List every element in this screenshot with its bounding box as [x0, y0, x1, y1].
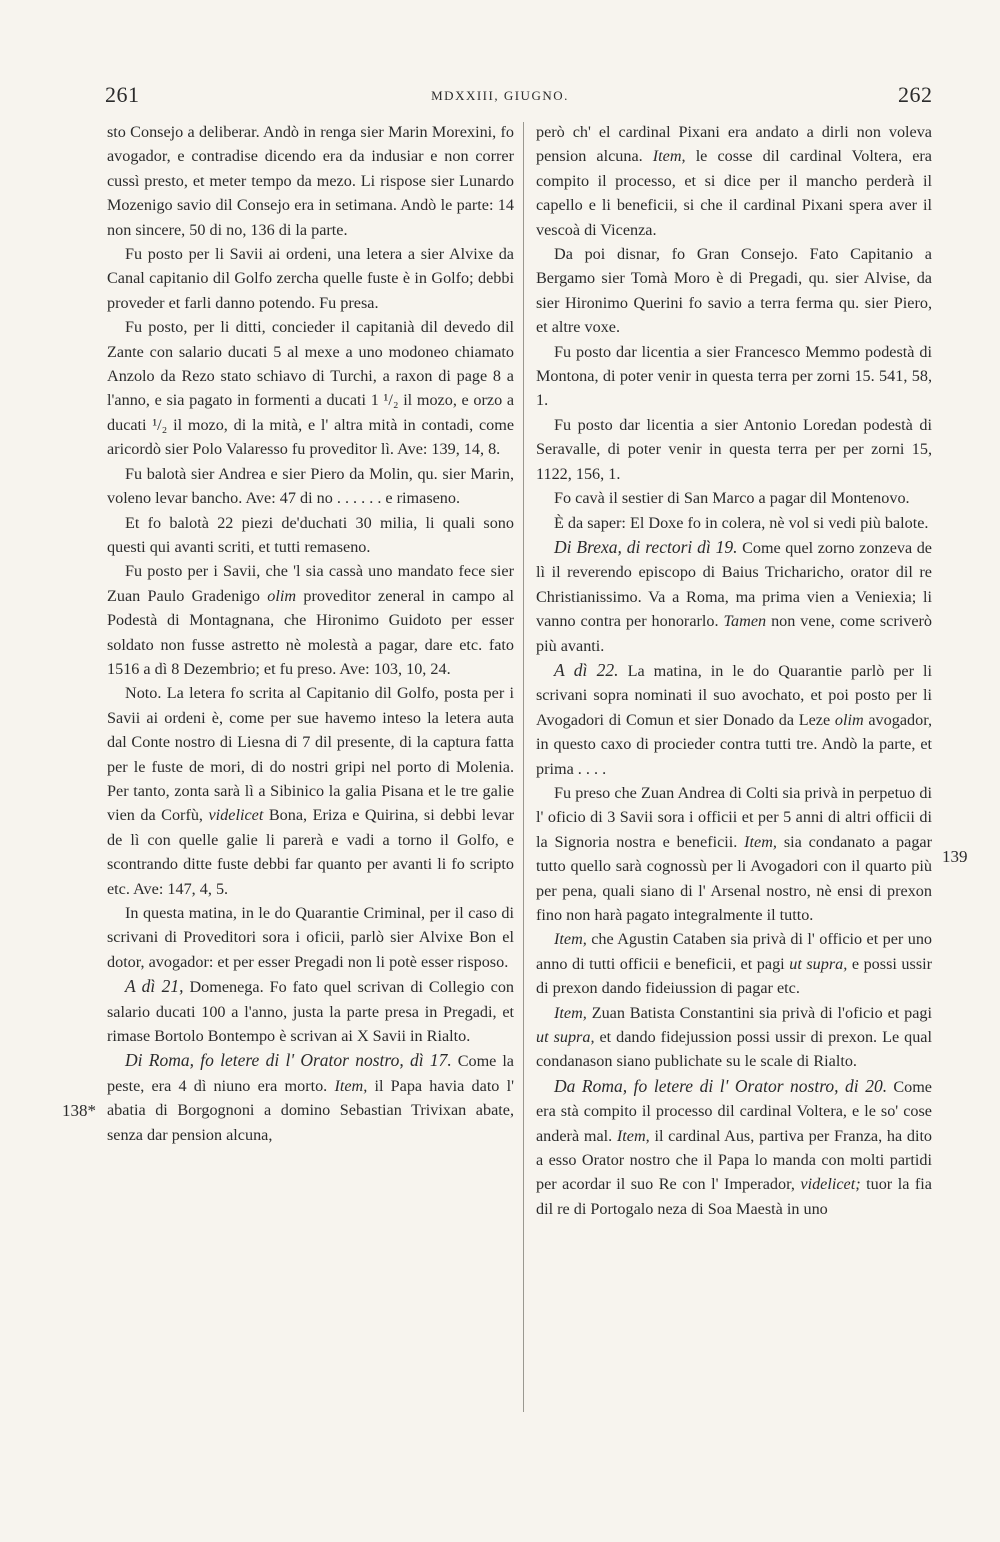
running-header — [0, 82, 1000, 112]
paragraph: sto Consejo a deliberar. Andò in renga sier Marin Morexini, fo avogador, e contradise dicendo era da indusiar e non correr cussì presto, et meter tempo da mezo. Li rispose sier Lunardo Mozenigo savio dil Consejo era in setimana. Andò le parte: 14 non sincere, 50 di no, 136 di la parte. — [107, 123, 514, 239]
entry-heading: A dì 22. — [554, 659, 619, 680]
paragraph: Fu posto dar licentia a sier Francesco Memmo podestà di Montona, di poter venir in questa terra per zorni 15. 541, 58, 1. — [536, 342, 932, 410]
paragraph: Fo cavà il sestier di San Marco a pagar dil Montenovo. — [554, 489, 910, 508]
paragraph: però ch' el cardinal Pixani era andato a dirli non voleva pension alcuna. Item, le cosse dil cardinal Voltera, era compito il processo, et si dice per il mancho perderà il capello e li beneficii, si che il cardinal Pixani spera aver il vescoà di Vicenza. — [536, 123, 932, 239]
page-number-left: 261 — [105, 82, 140, 107]
paragraph: Fu posto, per li ditti, concieder il capitanià dil devedo dil Zante con salario ducati 5 al mexe a uno modoneo chiamato Anzolo da Rezo stato schiavo di Turchi, a raxon di page 8 a l'anno, e sia pagato in formenti a ducati 1 ¹/₂ il mozo, e orzo a ducati ¹/₂ il mozo, di la mità, e l' altra mità in contadi, come aricordò sier Polo Valaresso fu proveditor lì. Ave: 139, 14, 8. — [107, 318, 515, 459]
paragraph: Fu posto dar licentia a sier Antonio Loredan podestà di Seravalle, di poter venir in questa terra per per zorni 15, 1122, 156, 1. — [536, 415, 932, 483]
paragraph: Fu posto per i Savii, che 'l sia cassà uno mandato fece sier Zuan Paulo Gradenigo olim proveditor zeneral in campo al Podestà di Montagnana, che Hironimo Guidoto per esser soldato non fusse astretto nè molestà a pagar, dare etc. fato 1516 a dì 8 Dezembrio; et fu preso. Ave: 103, 10, 24. — [107, 562, 515, 678]
paragraph: In questa matina, in le do Quarantie Criminal, per il caso di scrivani di Proveditori sora i oficii, parlò sier Alvixe Bon el dotor, avogador: et per esser Pregadi non li potè esser risposo. — [107, 904, 514, 971]
entry-heading: Di Roma, fo letere di l' Orator nostro, dì 17. — [125, 1050, 452, 1071]
margin-number-left: 138* — [62, 1101, 96, 1120]
column-divider — [523, 122, 524, 1412]
dated-entry: Di Brexa, di rectori dì 19. Come quel zorno zonzeva de lì il reverendo episcopo di Baius Tricharicho, orator dil re Christianissimo. Va a Roma, ma prima vien a Veniexia; li vanno contra per honorarlo. Tamen non vene, come scriverò più avanti. — [536, 536, 933, 655]
left-column — [107, 120, 514, 1147]
paragraph: Et fo balotà 22 piezi de'duchati 30 milia, li quali sono questi qui avanti scriti, et tutti remaseno. — [107, 513, 514, 556]
paragraph: È da saper: El Doxe fo in colera, nè vol si vedi più balote. — [554, 513, 929, 532]
dated-entry: Di Roma, fo letere di l' Orator nostro, dì 17. Come la peste, era 4 dì niuno era morto. Item, il Papa havia dato l' abatia di Borgognoni a domino Sebastian Trivixan abate, senza dar pension alcuna, — [107, 1050, 515, 1144]
paragraph: Item, che Agustin Cataben sia privà di l' officio et per uno anno di tutti officii e beneficii, et pagi ut supra, e possi ussir di prexon dando fideiussion di pagar etc. — [536, 930, 933, 998]
dated-entry: Da Roma, fo letere di l' Orator nostro, di 20. Come era stà compito il processo dil cardinal Voltera, e le so' cose anderà mal. Item, il cardinal Aus, partiva per Franza, ha dito a esso Orator nostro che il Papa lo manda con molti partidi per acordar il suo Re con l' Imperador, videlicet; tuor la fia dil re di Portogalo neza di Soa Maestà in uno — [536, 1075, 933, 1218]
running-title: MDXXIII, GIUGNO. — [431, 88, 569, 103]
entry-heading: A dì 21, — [125, 976, 184, 997]
paragraph: Da poi disnar, fo Gran Consejo. Fato Capitanio a Bergamo sier Tomà Moro è di Pregadi, qu. sier Alvise, da sier Hironimo Querini fo savio a terra ferma qu. sier Piero, et altre voxe. — [536, 245, 932, 337]
paragraph: Fu posto per li Savii ai ordeni, una letera a sier Alvixe da Canal capitanio dil Golfo zercha quelle fuste è in Golfo; debbi proveder et farli danno potendo. Fu presa. — [107, 245, 514, 312]
entry-heading: Da Roma, fo letere di l' Orator nostro, di 20. — [554, 1075, 888, 1096]
margin-number-right: 139 — [942, 847, 968, 866]
paragraph: Fu balotà sier Andrea e sier Piero da Molin, qu. sier Marin, voleno levar bancho. Ave: 47 di no . . . . . . e rimaseno. — [107, 464, 514, 508]
paragraph: Item, Zuan Batista Constantini sia privà di l'oficio et pagi ut supra, et dando fidejussion possi ussir di prexon. Le qual condanason siano publichate su le scale di Rialto. — [536, 1003, 933, 1071]
dated-entry: A dì 21, Domenega. Fo fato quel scrivan di Collegio con salario ducati 100 a l'anno, justa la parte presa in Pregadi, et rimase Bortolo Bontempo è scrivan ai X Savii in Rialto. — [107, 976, 515, 1046]
paragraph: Fu preso che Zuan Andrea di Colti sia privà in perpetuo di l' oficio di 3 Savii sora i officii et per 5 anni di altri officii di la Signoria nostra e beneficii. Item, sia condanato a pagar tutto quello sarà cognossù per li Avogadori con il quarto più per pena, quali siano di l' Arsenal nostro, nè ensi di prexon fino non harà pagato integralmente il tutto. — [536, 783, 932, 924]
page-number-right: 262 — [898, 82, 933, 107]
entry-heading: Di Brexa, di rectori dì 19. — [554, 536, 738, 557]
dated-entry: A dì 22. La matina, in le do Quarantie parlò per li scrivani sopra nominati il suo avochato, et poi posto per li Avogadori di Comun et sier Donado da Leze olim avogador, in questo caxo di procieder contra tutti tre. Andò la parte, et prima . . . . — [536, 659, 933, 778]
paragraph: Noto. La letera fo scrita al Capitanio dil Golfo, posta per i Savii ai ordeni è, come per sue havemo inteso la letera auta dal Conte nostro di Liesna di 7 dil presente, di la captura fatta per le fuste de mori, di do nostri gripi nel porto di Molenia. Per tanto, zonta sarà lì a Sibinico la galia Pisana et le tre galie vien da Corfù, videlicet Bona, Eriza e Quirina, si debbi levar de lì con quelle galie li parerà e vadi a torno il Golfo, e scontrando ditte fuste debbi far quanto per avanti li fo scripto etc. Ave: 147, 4, 5. — [107, 684, 515, 898]
right-column — [536, 120, 932, 1221]
